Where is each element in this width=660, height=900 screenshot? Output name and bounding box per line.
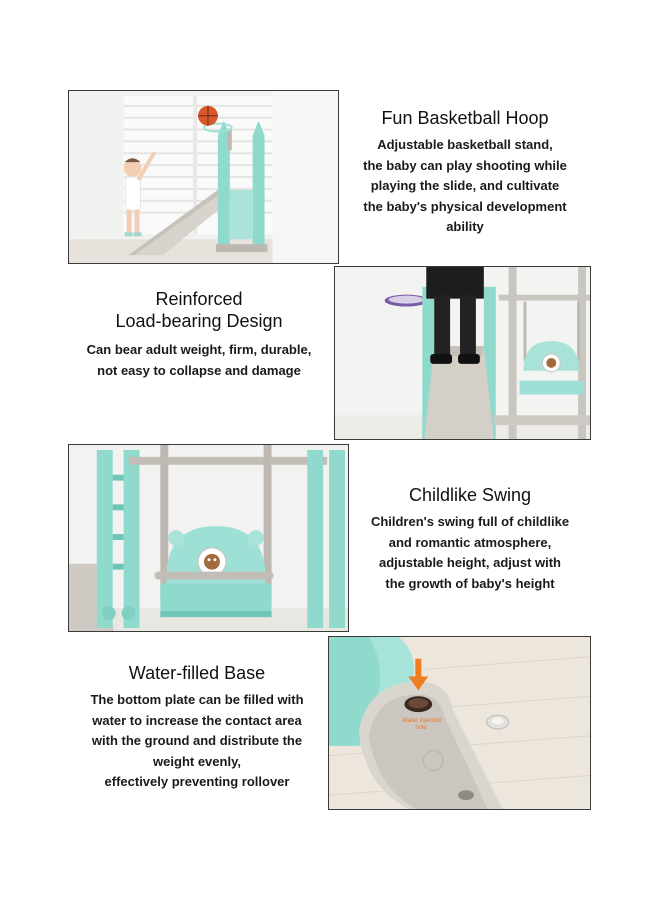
load-bearing-heading: Reinforced Load-bearing Design — [115, 289, 283, 331]
swing-heading: Childlike Swing — [408, 485, 532, 505]
water-hole-label-line2: hole — [415, 724, 427, 731]
basketball-heading: Fun Basketball Hoop — [381, 108, 549, 128]
load-bearing-photo — [334, 266, 591, 440]
load-bearing-text — [68, 288, 330, 381]
basketball-text — [349, 107, 581, 238]
base-photo — [328, 636, 591, 810]
basketball-photo — [68, 90, 339, 264]
basketball-icon — [198, 106, 218, 126]
section-load-bearing — [68, 266, 591, 440]
section-base — [68, 636, 591, 810]
section-swing — [68, 444, 591, 632]
base-heading: Water-filled Base — [128, 663, 266, 683]
load-bearing-description: Can bear adult weight, firm, durable, not easy to collapse and damage — [86, 342, 312, 378]
swing-photo — [68, 444, 349, 632]
water-hole-label-line1: Water injection — [402, 718, 442, 725]
swing-text — [359, 484, 581, 594]
swing-description: Children's swing full of childlike and romantic atmosphere, adjustable height, adjust with the growth of baby's height — [370, 514, 570, 591]
base-description: The bottom plate can be filled with water to increase the contact area with the ground and distribute the weight evenly, effectively preventing rollover — [90, 692, 304, 789]
basketball-description: Adjustable basketball stand, the baby can play shooting while playing the slide, and cultivate the baby's physical development ability — [363, 137, 567, 234]
section-basketball — [68, 90, 591, 264]
base-text — [68, 662, 326, 793]
